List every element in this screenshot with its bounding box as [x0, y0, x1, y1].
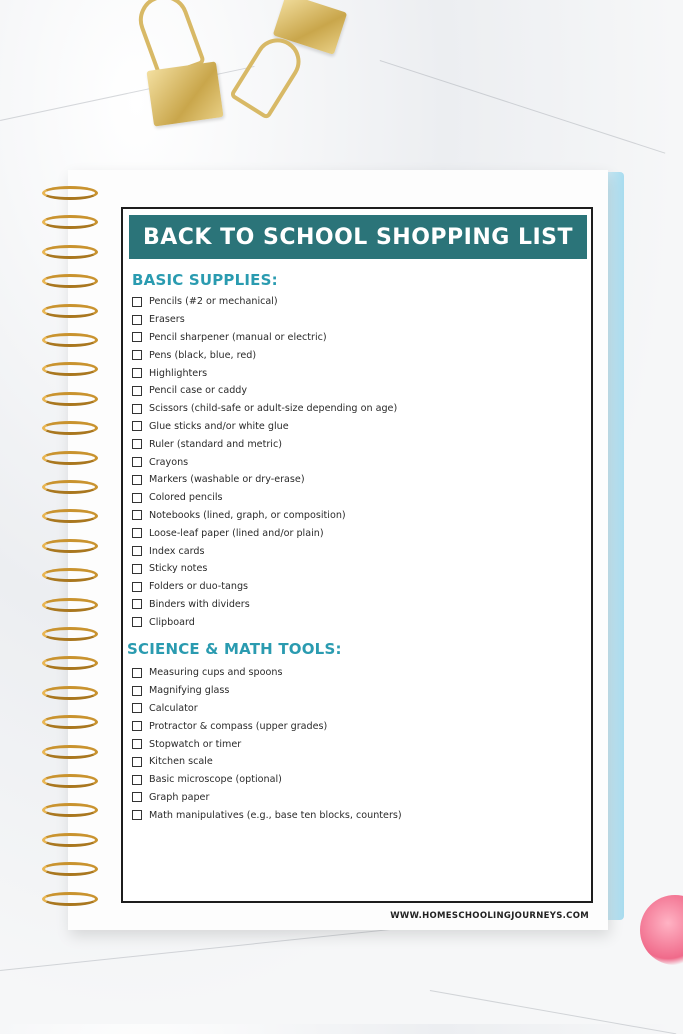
- checklist-item: [132, 364, 397, 382]
- checklist-item: [132, 524, 397, 542]
- checklist-item: [132, 771, 402, 789]
- checkbox[interactable]: [132, 775, 142, 785]
- checklist-item: [132, 489, 397, 507]
- checklist-item-label: Notebooks (lined, graph, or composition): [149, 509, 346, 521]
- checklist-item: [132, 382, 397, 400]
- checkbox[interactable]: [132, 404, 142, 414]
- marble-vein: [430, 990, 676, 1034]
- checklist-item-label: Glue sticks and/or white glue: [149, 420, 289, 432]
- checklist-item-label: Pencils (#2 or mechanical): [149, 296, 278, 308]
- checklist-item-label: Highlighters: [149, 367, 208, 379]
- checkbox[interactable]: [132, 315, 142, 325]
- checkbox[interactable]: [132, 564, 142, 574]
- checklist-item: [132, 735, 402, 753]
- spiral-ring: [42, 245, 98, 259]
- spiral-ring: [42, 274, 98, 288]
- checklist-item-label: Binders with dividers: [149, 598, 250, 610]
- checklist-item: [132, 453, 397, 471]
- spiral-ring: [42, 627, 98, 641]
- checklist-item-label: Basic microscope (optional): [149, 774, 282, 786]
- checkbox[interactable]: [132, 528, 142, 538]
- checklist-item: [132, 471, 397, 489]
- checklist-item: [132, 578, 397, 596]
- checklist-item-label: Index cards: [149, 545, 205, 557]
- spiral-ring: [42, 362, 98, 376]
- checklist-item: [132, 596, 397, 614]
- checkbox[interactable]: [132, 386, 142, 396]
- checklist-item-label: Loose-leaf paper (lined and/or plain): [149, 527, 324, 539]
- checklist-item: [132, 806, 402, 824]
- spiral-ring: [42, 833, 98, 847]
- spiral-ring: [42, 186, 98, 200]
- checklist-item-label: Calculator: [149, 702, 198, 714]
- checklist-item-label: Pencil sharpener (manual or electric): [149, 331, 327, 343]
- spiral-ring: [42, 421, 98, 435]
- checkbox[interactable]: [132, 368, 142, 378]
- checkbox[interactable]: [132, 739, 142, 749]
- checkbox[interactable]: [132, 582, 142, 592]
- checkbox[interactable]: [132, 510, 142, 520]
- binder-clip: [240, 0, 350, 120]
- checkbox[interactable]: [132, 617, 142, 627]
- sheet-title: BACK TO SCHOOL SHOPPING LIST: [142, 224, 574, 250]
- checklist-item-label: Scissors (child-safe or adult-size depending on age): [149, 403, 398, 415]
- spiral-ring: [42, 715, 98, 729]
- checklist-item: [132, 293, 397, 311]
- checklist-item: [132, 542, 397, 560]
- spiral-ring: [42, 656, 98, 670]
- spiral-ring: [42, 745, 98, 759]
- section-heading-science-math: SCIENCE & MATH TOOLS:: [127, 640, 342, 658]
- spiral-ring: [42, 304, 98, 318]
- spiral-ring: [42, 509, 98, 523]
- checklist-item-label: Protractor & compass (upper grades): [149, 720, 328, 732]
- checkbox[interactable]: [132, 599, 142, 609]
- checkbox[interactable]: [132, 421, 142, 431]
- checklist-item-label: Stopwatch or timer: [149, 738, 242, 750]
- checklist-item: [132, 346, 397, 364]
- spiral-ring: [42, 774, 98, 788]
- spiral-ring: [42, 480, 98, 494]
- checklist-item-label: Magnifying glass: [149, 685, 230, 697]
- checklist-item: [132, 329, 397, 347]
- checklist-item: [132, 507, 397, 525]
- checklist-item-label: Erasers: [149, 314, 185, 326]
- checklist-item-label: Ruler (standard and metric): [149, 438, 282, 450]
- checkbox[interactable]: [132, 493, 142, 503]
- checkbox[interactable]: [132, 350, 142, 360]
- checklist-item: [132, 560, 397, 578]
- checklist-item-label: Sticky notes: [149, 563, 208, 575]
- checklist-item-label: Graph paper: [149, 791, 210, 803]
- spiral-ring: [42, 392, 98, 406]
- spiral-ring: [42, 215, 98, 229]
- clip-plate: [146, 61, 223, 126]
- title-bar: [129, 215, 587, 259]
- pink-flower: [640, 895, 683, 965]
- checklist-item-label: Kitchen scale: [149, 756, 213, 768]
- clip-wire: [229, 30, 309, 121]
- checkbox[interactable]: [132, 475, 142, 485]
- checkbox[interactable]: [132, 439, 142, 449]
- spiral-ring: [42, 862, 98, 876]
- spiral-ring: [42, 568, 98, 582]
- checklist-item: [132, 400, 397, 418]
- checklist-item-label: Markers (washable or dry-erase): [149, 474, 305, 486]
- spiral-ring: [42, 451, 98, 465]
- checklist-item: [132, 717, 402, 735]
- spiral-ring: [42, 333, 98, 347]
- checklist-item: [132, 789, 402, 807]
- checkbox[interactable]: [132, 686, 142, 696]
- spiral-ring: [42, 686, 98, 700]
- checkbox[interactable]: [132, 457, 142, 467]
- checklist-item: [132, 613, 397, 631]
- checkbox[interactable]: [132, 668, 142, 678]
- basic-supplies-list: [132, 293, 397, 631]
- binder-clip: [140, 0, 230, 130]
- checklist-item-label: Clipboard: [149, 616, 195, 628]
- science-math-list: [132, 664, 402, 824]
- spiral-binding: [42, 186, 100, 916]
- marble-vein: [380, 60, 666, 154]
- checklist-item-label: Pens (black, blue, red): [149, 349, 257, 361]
- checklist-item-label: Folders or duo-tangs: [149, 581, 249, 593]
- checkbox[interactable]: [132, 721, 142, 731]
- checklist-item-label: Pencil case or caddy: [149, 385, 248, 397]
- checkbox[interactable]: [132, 297, 142, 307]
- spiral-ring: [42, 598, 98, 612]
- checklist-item-label: Crayons: [149, 456, 189, 468]
- spiral-ring: [42, 892, 98, 906]
- checklist-item: [132, 418, 397, 436]
- checklist-item: [132, 664, 402, 682]
- checklist-item-label: Measuring cups and spoons: [149, 667, 283, 679]
- checklist-item-label: Math manipulatives (e.g., base ten blocks, counters): [149, 809, 402, 821]
- checkbox[interactable]: [132, 703, 142, 713]
- checkbox[interactable]: [132, 757, 142, 767]
- checklist-item: [132, 753, 402, 771]
- marble-vein: [0, 928, 398, 971]
- checkbox[interactable]: [132, 810, 142, 820]
- checklist-item: [132, 682, 402, 700]
- spiral-ring: [42, 803, 98, 817]
- checkbox[interactable]: [132, 792, 142, 802]
- checklist-item: [132, 311, 397, 329]
- spiral-ring: [42, 539, 98, 553]
- checklist-item: [132, 435, 397, 453]
- checklist-item: [132, 700, 402, 718]
- checklist-item-label: Colored pencils: [149, 492, 223, 504]
- checkbox[interactable]: [132, 546, 142, 556]
- section-heading-basic-supplies: BASIC SUPPLIES:: [132, 271, 278, 289]
- website-footer: WWW.HOMESCHOOLINGJOURNEYS.COM: [390, 911, 589, 921]
- shopping-list-sheet: [121, 207, 593, 903]
- checkbox[interactable]: [132, 332, 142, 342]
